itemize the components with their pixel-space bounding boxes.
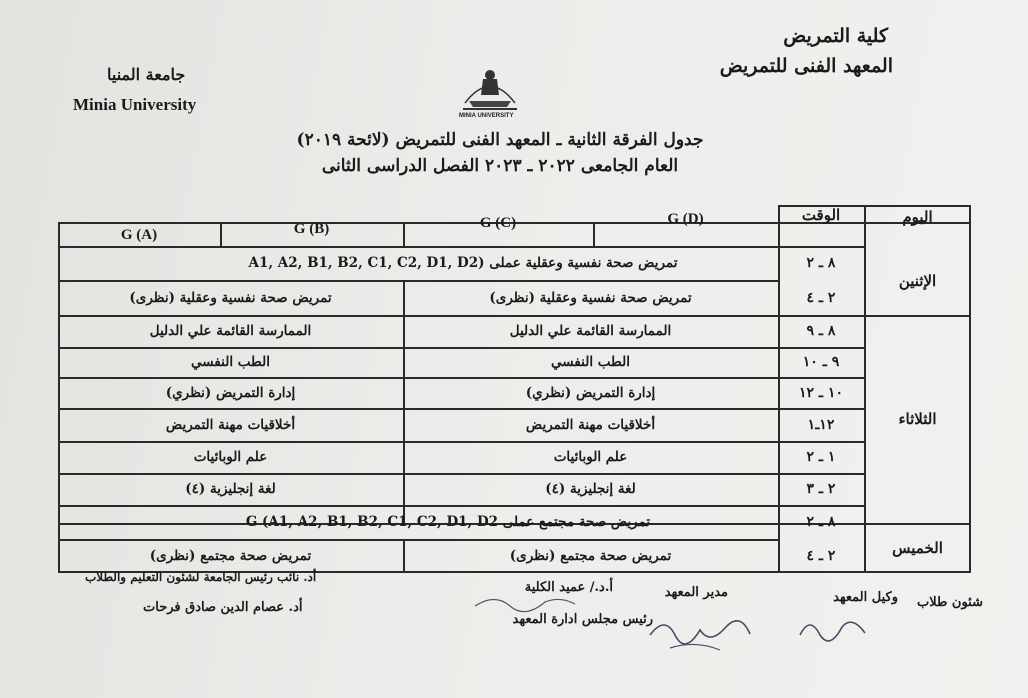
row-course-right: الممارسة القائمة علي الدليل <box>509 323 672 339</box>
row-course-left: تمريض صحة نفسية وعقلية (نظرى) <box>129 289 332 306</box>
header-group-d: G (D) <box>667 210 704 227</box>
sig-dean: أ.د./ عميد الكلية <box>524 580 613 595</box>
row-course-left: أخلاقيات مهنة التمريض <box>165 416 296 433</box>
header-time: الوقت <box>801 206 841 224</box>
row-time: ١٢ـ١ <box>807 416 835 433</box>
day-monday: الإثنين <box>898 271 937 290</box>
row-time: ٩ ـ ١٠ <box>802 354 840 370</box>
schedule-title: جدول الفرقة الثانية ـ المعهد الفنى للتمريض (لائحة ٢٠١٩) <box>296 130 704 150</box>
faculty-name: كلية التمريض <box>783 25 888 47</box>
header-group-c: G (C) <box>479 214 517 231</box>
row-course-left: لغة إنجليزية (٤) <box>185 481 276 497</box>
header-group-b: G (B) <box>293 220 330 237</box>
university-name-ar: جامعة المنيا <box>107 65 186 84</box>
row-course-right: تمريض صحة مجتمع (نظرى) <box>509 548 672 564</box>
logo-text: MINIA UNIVERSITY <box>459 113 514 119</box>
row-time: ٨ ـ ٢ <box>806 255 836 271</box>
row-time: ١ ـ ٢ <box>806 449 836 465</box>
row-course-full: تمريض صحة مجتمع عملى G (A1, A2, B1, B2, C1, C2, D1, D2 <box>245 514 651 530</box>
handwritten-signature <box>470 588 580 618</box>
row-time: ٢ ـ ٤ <box>806 289 836 306</box>
day-thursday: الخميس <box>892 539 943 557</box>
institute-name: المعهد الفنى للتمريض <box>719 55 893 77</box>
row-course-left: تمريض صحة مجتمع (نظرى) <box>149 548 312 564</box>
row-time: ٢ ـ ٤ <box>806 548 836 564</box>
row-time: ١٠ ـ ١٢ <box>799 384 843 401</box>
sig-vp-name: أد. عصام الدين صادق فرحات <box>143 600 303 615</box>
row-time: ٢ ـ ٣ <box>806 481 836 497</box>
header-group-a: G (A) <box>120 226 158 243</box>
schedule-table <box>58 205 971 573</box>
row-course-right: علم الوبائيات <box>553 449 628 465</box>
sig-vp-title: أد. نائب رئيس الجامعة لشئون التعليم والطلاب <box>85 570 317 584</box>
header-day: اليوم <box>902 208 933 226</box>
handwritten-signature <box>790 605 880 655</box>
row-course-right: تمريض صحة نفسية وعقلية (نظرى) <box>489 289 692 306</box>
sig-student-affairs: شئون طلاب <box>917 595 983 610</box>
row-course-left: علم الوبائيات <box>193 449 268 465</box>
sig-council-head: رئيس مجلس ادارة المعهد <box>512 612 653 627</box>
row-course-left: الممارسة القائمة علي الدليل <box>149 323 312 339</box>
handwritten-signature <box>640 600 760 660</box>
university-name-en: Minia University <box>73 95 197 114</box>
row-course-right: إدارة التمريض (نظري) <box>525 384 656 401</box>
university-logo <box>455 55 525 123</box>
schedule-subtitle: العام الجامعى ٢٠٢٢ ـ ٢٠٢٣ الفصل الدراسى الثانى <box>321 156 679 176</box>
row-course-right: أخلاقيات مهنة التمريض <box>525 416 656 433</box>
row-course-right: الطب النفسي <box>551 354 630 370</box>
sig-director: مدير المعهد <box>664 585 728 600</box>
sig-vice-dean: وكيل المعهد <box>833 590 898 605</box>
row-course-left: الطب النفسي <box>191 354 270 370</box>
day-tuesday: الثلاثاء <box>898 410 937 428</box>
row-time: ٨ ـ ٢ <box>806 514 836 530</box>
row-course-left: إدارة التمريض (نظري) <box>165 384 296 401</box>
row-time: ٨ ـ ٩ <box>806 323 836 339</box>
row-course-full: تمريض صحة نفسية وعقلية عملى (A1, A2, B1, B2, C1, C2, D1, D2 <box>248 255 678 271</box>
row-course-right: لغة إنجليزية (٤) <box>545 481 636 497</box>
